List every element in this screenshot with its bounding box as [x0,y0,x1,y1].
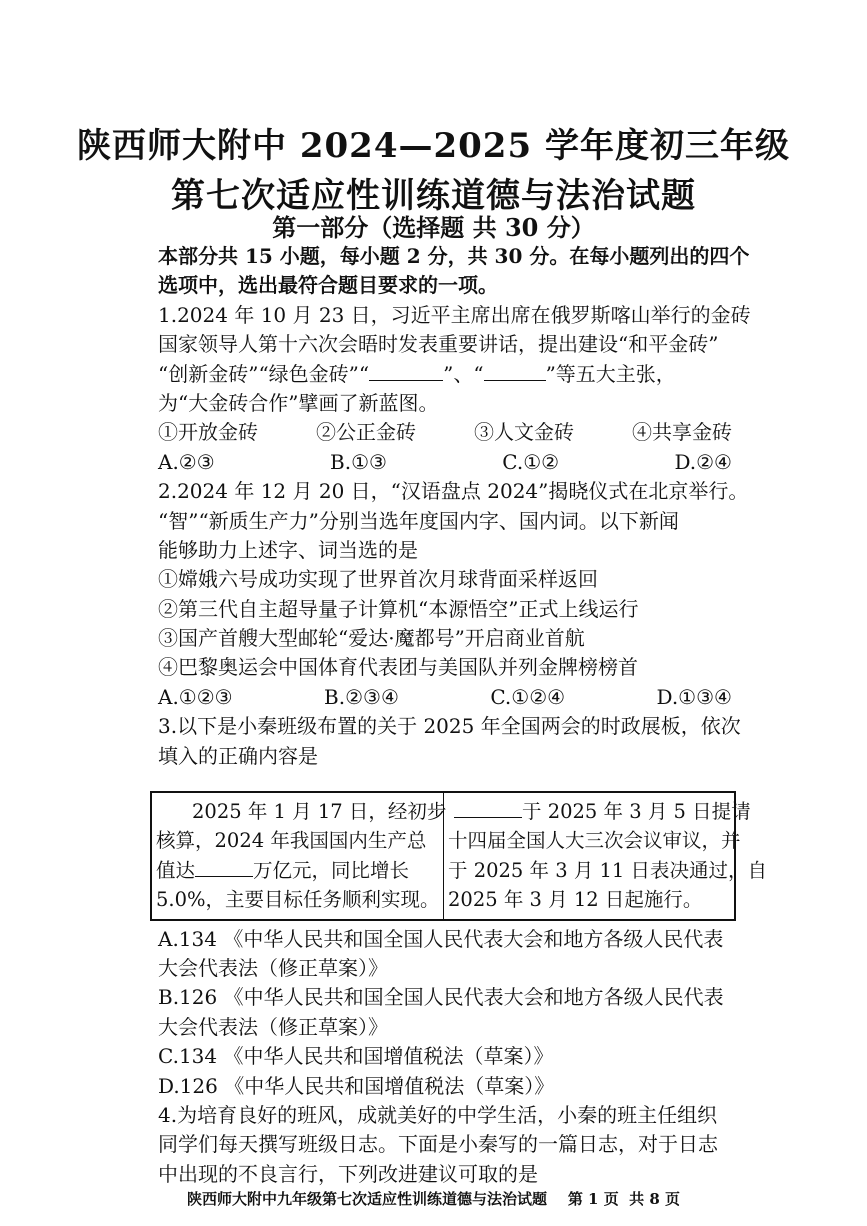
q3-right-l1-b: 于 2025 年 3 月 5 日提请 [522,800,751,824]
q1-line1: 1.2024 年 10 月 23 日，习近平主席出席在俄罗斯喀山举行的金砖 [158,302,751,327]
q1-item: ③人文金砖 [474,420,574,445]
q3-option-b: B.126 《中华人民共和国全国人民代表大会和地方各级人民代表 [158,985,724,1010]
q2-choices [158,683,738,712]
exam-title-line1: 陕西师大附中 2024—2025 学年度初三年级 [77,126,790,166]
instructions-line2: 选项中，选出最符合题目要求的一项。 [158,273,498,298]
q3-right-l4: 2025 年 3 月 12 日起施行。 [448,888,703,912]
q2-item: ④巴黎奥运会中国体育代表团与美国队并列金牌榜榜首 [158,655,638,680]
q3-right-l1 [448,797,751,826]
exam-body [156,242,768,1189]
page-footer: 陕西师大附中九年级第七次适应性训练道德与法治试题 第 1 页 共 8 页 [186,1190,681,1208]
q2-choice-a: A.①②③ [158,684,233,709]
q3-left-l3 [156,856,441,885]
q3-option-d: D.126 《中华人民共和国增值税法（草案）》 [158,1073,555,1098]
answer-blank [195,856,253,877]
q1-line2: 国家领导人第十六次会晤时发表重要讲话，提出建设“和平金砖” [158,332,719,357]
exam-title-line2: 第七次适应性训练道德与法治试题 [171,176,696,216]
q2-item: ①嫦娥六号成功实现了世界首次月球背面采样返回 [158,567,598,592]
q2-item: ③国产首艘大型邮轮“爱达·魔都号”开启商业首航 [158,626,585,651]
q3-left-cell [152,793,447,919]
q3-option-a-cont: 大会代表法（修正草案）》 [158,955,388,980]
q3-left-l4: 5.0%，主要目标任务顺利实现。 [156,888,440,912]
answer-blank [454,797,522,818]
q3-option-b-cont: 大会代表法（修正草案）》 [158,1014,388,1039]
part-title: 第一部分（选择题 共 30 分） [272,213,595,242]
q1-choices [158,448,738,477]
q1-line3 [158,360,738,389]
q3-option-c: C.134 《中华人民共和国增值税法（草案）》 [158,1044,554,1069]
q3-display-board [150,791,768,921]
q3-left-l3-a: 值达 [156,858,196,882]
q1-item: ④共享金砖 [632,420,732,445]
q1-line4: 为“大金砖合作”擘画了新蓝图。 [158,390,439,415]
q3-line2: 填入的正确内容是 [158,743,318,768]
q3-right-l3: 于 2025 年 3 月 11 日表决通过，自 [448,858,768,882]
q2-choice-c: C.①②④ [490,684,566,709]
q3-left-l1: 2025 年 1 月 17 日，经初步 [192,800,447,824]
q3-option-a: A.134 《中华人民共和国全国人民代表大会和地方各级人民代表 [158,926,724,951]
q4-line2: 同学们每天撰写班级日志。下面是小秦写的一篇日志，对于日志 [158,1132,718,1157]
q3-line1: 3.以下是小秦班级布置的关于 2025 年全国两会的时政展板，依次 [158,714,741,739]
q2-line1: 2.2024 年 12 月 20 日，“汉语盘点 2024”揭晓仪式在北京举行。 [158,479,749,504]
q2-choice-b: B.②③④ [324,684,399,709]
q1-choice-a: A.②③ [158,449,215,474]
q2-line3: 能够助力上述字、词当选的是 [158,537,418,562]
q1-item: ①开放金砖 [158,420,258,445]
q4-line3: 中出现的不良言行，下列改进建议可取的是 [158,1161,538,1186]
q3-right-cell [443,793,768,919]
q1-choice-b: B.①③ [330,449,387,474]
q2-line2: “智”“新质生产力”分别当选年度国内字、国内词。以下新闻 [158,508,679,533]
q4-line1: 4.为培育良好的班风，成就美好的中学生活，小秦的班主任组织 [158,1102,718,1127]
q1-item: ②公正金砖 [316,420,416,445]
instructions-line1: 本部分共 15 小题，每小题 2 分，共 30 分。在每小题列出的四个 [158,244,750,268]
q1-items [158,418,738,447]
q2-choice-d: D.①③④ [656,684,732,709]
q1-line3-part-b: ”、“ [443,361,484,386]
q3-right-l2: 十四届全国人大三次会议审议，并 [448,829,741,853]
q1-line3-part-c: ”等五大主张， [545,361,676,386]
answer-blank [484,360,546,381]
q1-choice-c: C.①② [502,449,560,474]
q2-item: ②第三代自主超导量子计算机“本源悟空”正式上线运行 [158,596,639,621]
q3-left-l2: 核算，2024 年我国国内生产总 [156,829,427,853]
q1-choice-d: D.②④ [674,449,732,474]
answer-blank [369,360,443,381]
q1-line3-part-a: “创新金砖”“绿色金砖”“ [158,361,370,386]
q3-left-l3-b: 万亿元，同比增长 [253,858,410,882]
